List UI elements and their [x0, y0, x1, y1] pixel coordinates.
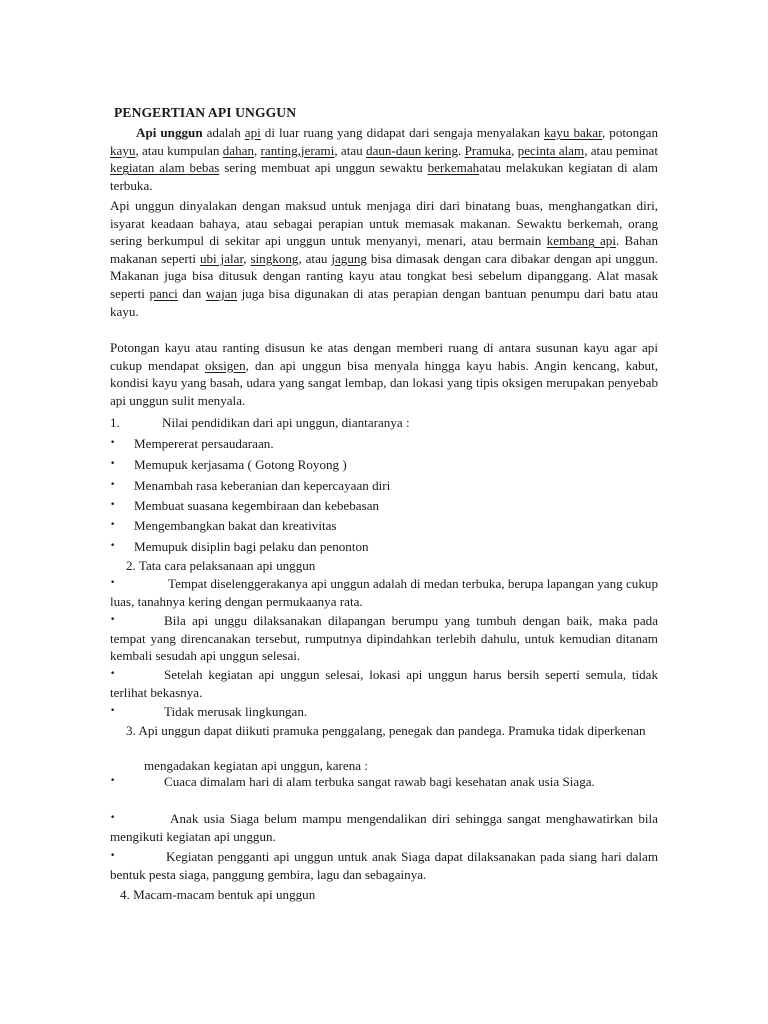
text-span: , — [243, 250, 251, 266]
link-api[interactable]: api — [244, 125, 261, 140]
link-jagung[interactable]: jagung — [331, 250, 367, 266]
section1-heading-text: Nilai pendidikan dari api unggun, diantaranya : — [162, 415, 410, 430]
list-item-text: Cuaca dimalam hari di alam terbuka sangat rawab bagi kesehatan anak usia Siaga. — [164, 774, 595, 789]
text-span: juga bisa digunakan di atas perapian dengan bantuan penumpu dari batu atau kayu. — [110, 285, 658, 319]
paragraph-uses — [110, 197, 658, 320]
page-title: PENGERTIAN API UNGGUN — [114, 105, 297, 120]
list-item — [110, 538, 658, 556]
link-daun-daun-kering[interactable]: daun-daun kering — [366, 142, 459, 158]
list-item — [110, 666, 658, 701]
link-wajan[interactable]: wajan — [205, 285, 238, 301]
link-kembang-api[interactable]: kembang api — [546, 233, 616, 249]
text-span: , atau — [298, 250, 332, 266]
text-span: Api unggun dinyalakan dengan maksud untuk menjaga diri dari binatang buas, menghangatkan diri, isyarat keadaan bahaya, atau sebagai perapian untuk memasak makanan. Sewaktu berkemah, orang sering berkumpul di sekitar api unggun untuk menyanyi, menari, atau bermain — [110, 198, 658, 249]
link-ranting[interactable]: ranting — [260, 142, 298, 158]
section4-heading: 4. Macam-macam bentuk api unggun — [120, 887, 316, 902]
bullet-icon: • — [110, 669, 116, 679]
bullet-icon: • — [110, 851, 116, 861]
list-item — [110, 497, 658, 515]
text-span: , dan api unggun bisa menyala hingga kayu habis. Angin kencang, kabut, kondisi kayu yang basah, udara yang sangat lembap, dan lokasi yang tipis oksigen merupakan penyebab api unggun sulit menyala. — [110, 357, 658, 408]
list-item — [110, 435, 658, 453]
text-span: , — [511, 142, 518, 158]
list-item-text: Membuat suasana kegembiraan dan kebebasan — [134, 498, 380, 513]
text-span: atau melakukan kegiatan di alam terbuka. — [110, 160, 658, 193]
link-kayu[interactable]: kayu — [110, 142, 136, 158]
link-dahan[interactable]: dahan — [222, 142, 254, 158]
text-span: , potongan — [602, 125, 659, 140]
link-berkemah[interactable]: berkemah — [427, 160, 480, 176]
list-item-text: Mempererat persaudaraan. — [134, 436, 274, 451]
link-pramuka[interactable]: Pramuka — [464, 142, 512, 158]
link-kayu-bakar[interactable]: kayu bakar — [544, 125, 603, 140]
list-item — [110, 517, 658, 535]
bullet-icon: • — [110, 438, 116, 448]
link-oksigen[interactable]: oksigen — [204, 357, 246, 373]
list-item-text: Memupuk disiplin bagi pelaku dan penonton — [134, 539, 369, 554]
list-item-text: Tempat diselenggerakanya api unggun adalah di medan terbuka, berupa lapangan yang cukup luas, tanahnya kering dengan permukaanya rata. — [110, 576, 658, 609]
text-span: , — [297, 142, 301, 158]
section3-subheading: mengadakan kegiatan api unggun, karena : — [144, 758, 368, 773]
term-api-unggun: Api unggun — [136, 125, 203, 140]
list-item-text: Memupuk kerjasama ( Gotong Royong ) — [134, 457, 347, 472]
bullet-icon: • — [110, 500, 116, 510]
list-item-text: Menambah rasa keberanian dan kepercayaan diri — [134, 478, 391, 493]
list-item-text: Kegiatan pengganti api unggun untuk anak Siaga dapat dilaksanakan pada siang hari dalam bentuk pesta siaga, panggung gembira, lagu dan sebagainya. — [110, 849, 658, 882]
text-span: . Bahan makanan seperti — [110, 233, 659, 266]
bullet-icon: • — [110, 706, 116, 716]
text-span: adalah — [202, 125, 245, 140]
bullet-icon: • — [110, 776, 116, 786]
list-item — [110, 456, 658, 474]
section3-heading: 3. Api unggun dapat diikuti pramuka penggalang, penegak dan pandega. Pramuka tidak diperkenan — [126, 723, 646, 738]
bullet-icon: • — [110, 459, 116, 469]
text-span: Potongan kayu atau ranting disusun ke atas dengan memberi ruang di antara susunan kayu agar api cukup mendapat — [110, 340, 658, 373]
link-jerami[interactable]: jerami — [300, 142, 335, 158]
text-span: , atau peminat — [584, 142, 658, 158]
text-span: , atau — [334, 142, 367, 158]
bullet-icon: • — [110, 480, 116, 490]
link-panci[interactable]: panci — [149, 285, 178, 301]
text-span: sering membuat api unggun sewaktu — [219, 160, 428, 176]
text-span: di luar ruang yang didapat dari sengaja menyalakan — [260, 125, 544, 140]
text-span: bisa dimasak dengan cara dibakar dengan api unggun. Makanan juga bisa ditusuk dengan ranting kayu atau tongkat besi sebelum dipanggang. Alat masak seperti — [110, 250, 658, 301]
list-item — [110, 477, 658, 495]
list-item — [110, 773, 658, 791]
text-span: dan — [177, 285, 206, 301]
bullet-icon: • — [110, 578, 116, 588]
link-ubi-jalar[interactable]: ubi jalar — [199, 250, 244, 266]
list-item-text: Setelah kegiatan api unggun selesai, lokasi api unggun harus bersih seperti semula, tidak terlihat bekasnya. — [110, 667, 658, 700]
paragraph-arrangement — [110, 339, 658, 409]
section1-number: 1. — [110, 415, 120, 430]
list-item-text: Bila api unggu dilaksanakan dilapangan berumpu yang tumbuh dengan baik, maka pada tempat yang direncanakan tersebut, rumputnya dipindahkan terlebih dahulu, untuk kemudian ditanam kembali sesudah api unggun selesai. — [110, 613, 658, 664]
list-item-text: Mengembangkan bakat dan kreativitas — [134, 518, 337, 533]
bullet-icon: • — [110, 541, 116, 551]
text-span: , — [254, 142, 261, 158]
list-item — [110, 810, 658, 845]
list-item — [110, 612, 658, 665]
paragraph-definition — [110, 124, 658, 194]
text-span: . — [458, 142, 465, 158]
section1-heading — [110, 414, 658, 432]
text-span: , atau kumpulan — [135, 142, 223, 158]
bullet-icon: • — [110, 813, 116, 823]
list-item — [110, 703, 658, 721]
list-item-text: Tidak merusak lingkungan. — [164, 704, 308, 719]
bullet-icon: • — [110, 615, 116, 625]
link-kegiatan-alam-bebas[interactable]: kegiatan alam bebas — [110, 160, 220, 176]
list-item — [110, 848, 658, 883]
list-item — [110, 575, 658, 610]
link-pecinta-alam[interactable]: pecinta alam — [517, 142, 585, 158]
link-singkong[interactable]: singkong — [250, 250, 299, 266]
list-item-text: Anak usia Siaga belum mampu mengendalikan diri sehingga sangat menghawatirkan bila mengikuti kegiatan api unggun. — [110, 811, 658, 844]
section2-heading: 2. Tata cara pelaksanaan api unggun — [126, 558, 316, 573]
bullet-icon: • — [110, 520, 116, 530]
